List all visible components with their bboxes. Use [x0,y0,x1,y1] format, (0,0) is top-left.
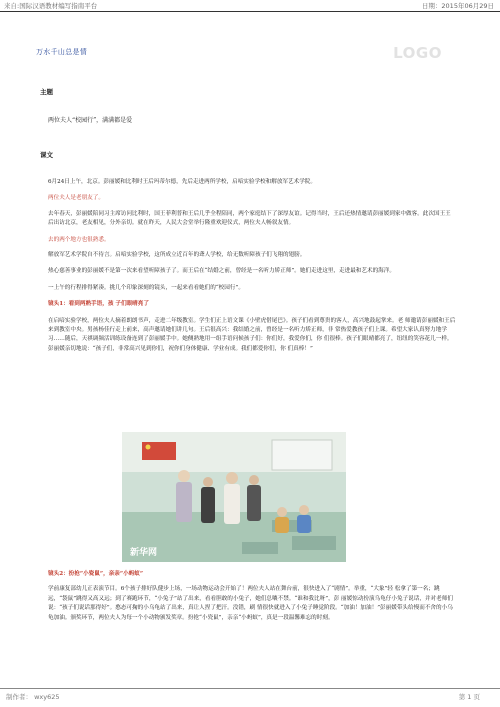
article-photo [122,432,346,562]
source-text: 来自:国际汉语教材编写指南平台 [4,2,98,10]
paragraph-4: 热心慈善事业的彭丽媛不是第一次来看望听障孩子了。而王后在“结婚之前，曾经是一名听力矫正师”。她们走进这里，走进最和艺术的海洋。 [48,268,395,275]
header-divider [0,11,500,12]
logo-placeholder: LOGO [393,44,442,62]
subheading-4: 镜头2：扮抢“小瓷鼠”，亲亲“小蚂蚁” [48,571,144,577]
maker-text: 制作者： wxy625 [6,693,60,701]
paragraph-1: 6月24日上午，北京。彭丽媛和比利时王后玛蒂尔德，先后走进两所学校，启喑实验学校和解放军艺术学院。 [48,179,316,185]
text-label: 课文 [40,151,53,159]
paragraph-2: 去年春天，彭丽媛陪同习主席访问比利时，国王菲利普和王后几乎全程陪同，两个家庭结下了深厚友谊。记得当时，王后还热情邀请彭丽媛到家中做客。此次国王王后出访北京，老友相见，分外亲切。就在昨天，人民大会堂举行隆重欢迎仪式，两位夫人畅叙友情。 [48,210,451,227]
date-text: 日期：2015年06月29日 [421,2,494,10]
page-header [0,0,500,10]
paragraph-3: 解放军艺术学院自不待言。启喑实验学校，这所成立近百年的聋人学校，给无数听障孩子们飞翔的翅膀。 [48,252,306,259]
subheading-1: 两位夫人是老朋友了。 [48,195,104,202]
paragraph-5: 一上午的行程排得紧凑。挑几个印象深刻的镜头，一起来看看她们的“校园行”。 [48,284,244,291]
theme-text: 两位夫人“校园行”，满满都是爱 [48,117,133,124]
subheading-3: 镜头1：看到两熟手语，孩 子们眼晴亮了 [48,301,149,308]
photo-watermark: 新华网 [130,548,158,558]
classroom-photo-illustration [122,432,346,562]
paragraph-7: 学前康复部幼儿正表演节目。6个孩子排好队健步上场，一场动物运动会开始了！两位夫人站在舞台前，很快进入了“剧情”。举重，“大象”轻 松拿了第一名；跳远，“袋鼠”跳得又高又远；到了赛跑环节，“小兔子”站了出来，看看胆敢的小兔子，她们总嚷不禁。“谁和我比呀”，彭 丽媛惊动扮演乌龟仔小兔子说话，并对老师们说：“孩子们说话那得好”。憨态可掬的小乌龟站了出来，真让人捏了把汗。没错，刷 情很快就进入了小兔子睡觉阶段。“加油！加油！”彭丽媛带头给慢而不舍的小乌龟加油。颁奖环节，两位夫人为每一个小动物颁发奖章。扮抢“小瓷鼠”，亲亲“小蚂蚁”，真是一段温馨难忘的时刻。 [48,586,453,621]
subheading-2: 去的两个地方也很熟悉。 [48,236,110,243]
article-body [48,178,456,361]
footer-divider [0,688,500,689]
article-body-continued [48,570,456,629]
page-number: 第 1 页 [458,693,480,701]
document-title: 万水千山总是情 [36,48,88,56]
paragraph-6: 在启喑实验学校，两位夫人摘着朗朗书声，走进二年级教室。学生们正上语文课《小壁虎借尾巴》。孩子们看到尊贵的客人，高兴地鼓起掌来。老 师邀请彭丽媛和王后来到教室中央。男孩杨佳行走上前来，高声邀请她们讲几句。王后很高兴：我结婚之前，曾经是一名听力矫正师，非 常热爱教孩子们上课。希望大家认真努力地学习……随后，天祺调频活训练设备连到了彭丽媛手中。她侧熟地用一组手语问候孩子们：你们好，我爱你们，你 们很棒。孩子们眼晴都亮了，纽纽的笑容花儿一样。彭丽媛亲切地说：“孩子们，非常高兴见到你们，祝你们身体健康、学业有成。我们都爱你们，你 们真棒！” [48,317,456,352]
theme-label: 主题 [40,88,53,96]
